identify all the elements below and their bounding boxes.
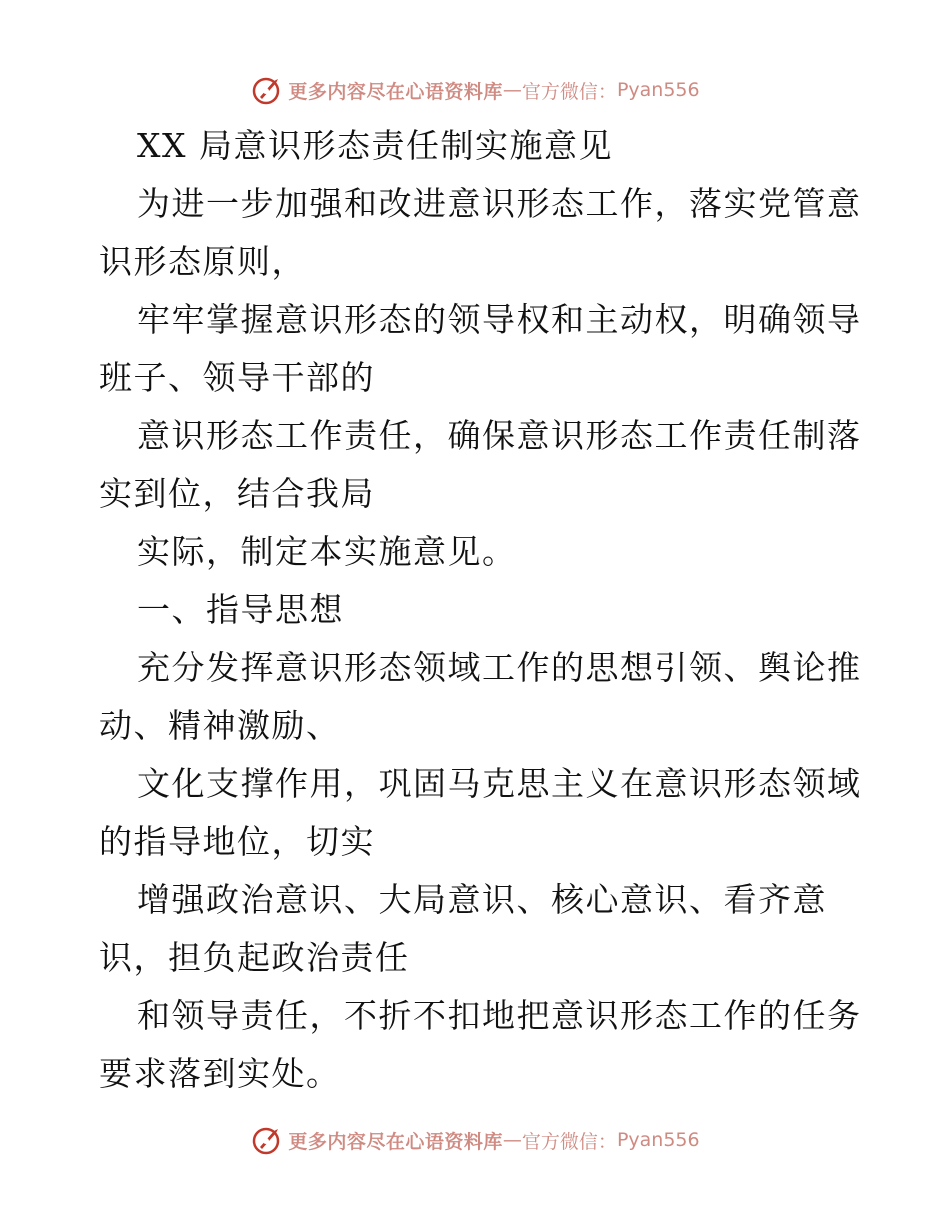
paragraph-line: 班子、领导干部的: [99, 358, 375, 397]
paragraph-line: 实际，制定本实施意见。: [137, 532, 517, 571]
paragraph-line: 要求落到实处。: [99, 1054, 341, 1093]
pen-logo-icon: [250, 1123, 284, 1157]
paragraph-line: 识形态原则，: [99, 242, 306, 281]
footer-watermark: [0, 1120, 950, 1160]
paragraph-line: 识，担负起政治责任: [99, 938, 410, 977]
paragraph-line: 意识形态工作责任，确保意识形态工作责任制落: [137, 416, 862, 455]
document-body: [99, 117, 869, 1103]
watermark-main-text: 更多内容尽在心语资料库: [288, 1130, 503, 1153]
watermark-main-text: 更多内容尽在心语资料库: [288, 80, 503, 103]
watermark-official-label: 官方微信：: [521, 1130, 617, 1153]
paragraph-line: 增强政治意识、大局意识、核心意识、看齐意: [137, 880, 827, 919]
watermark-official-label: 官方微信：: [521, 80, 617, 103]
watermark-account: Pyan556: [616, 1129, 700, 1151]
document-title: XX 局意识形态责任制实施意见: [137, 126, 613, 165]
paragraph-line: 实到位，结合我局: [99, 474, 375, 513]
paragraph-line: 和领导责任，不折不扣地把意识形态工作的任务: [137, 996, 862, 1035]
header-watermark: [0, 70, 950, 110]
pen-logo-icon: [250, 73, 284, 107]
paragraph-line: 文化支撑作用，巩固马克思主义在意识形态领域: [137, 764, 862, 803]
paragraph-line: 的指导地位，切实: [99, 822, 375, 861]
watermark-account: Pyan556: [616, 79, 700, 101]
paragraph-line: 为进一步加强和改进意识形态工作，落实党管意: [137, 184, 862, 223]
section-heading: 一、指导思想: [137, 590, 344, 629]
paragraph-line: 充分发挥意识形态领域工作的思想引领、舆论推: [137, 648, 862, 687]
paragraph-line: 牢牢掌握意识形态的领导权和主动权，明确领导: [137, 300, 862, 339]
paragraph-line: 动、精神激励、: [99, 706, 341, 745]
watermark-separator: —: [502, 1129, 522, 1151]
watermark-separator: —: [502, 79, 522, 101]
